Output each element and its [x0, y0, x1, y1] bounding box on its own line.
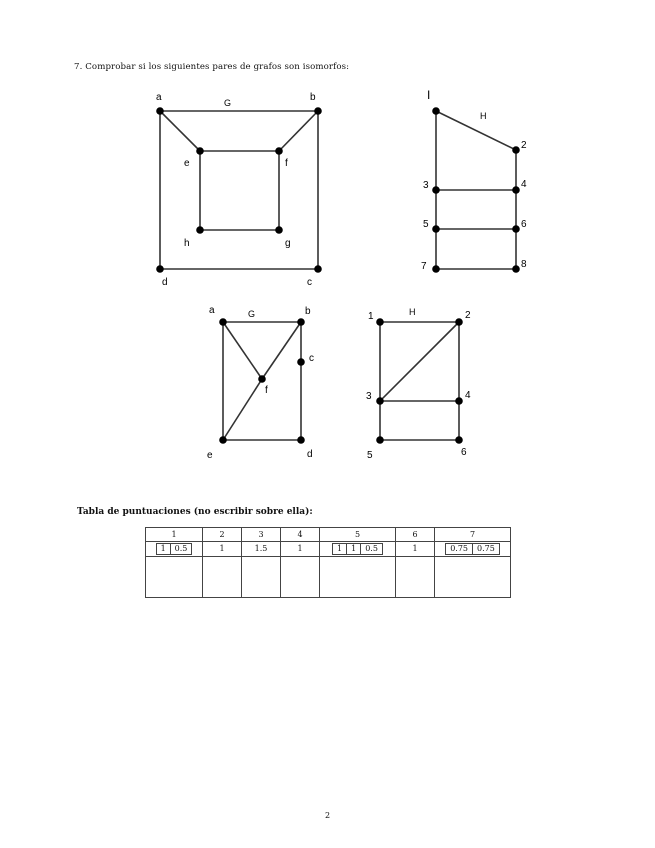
blank-cell [146, 557, 203, 598]
label-4: 4 [521, 179, 527, 190]
points-cell: 1 [203, 542, 242, 557]
page-number: 2 [324, 811, 331, 820]
label-c: c [309, 353, 314, 364]
points-cell [435, 542, 511, 557]
points-cell: 1.5 [242, 542, 281, 557]
vertex-h [196, 226, 204, 234]
label-2: 2 [521, 140, 527, 151]
score-table [145, 527, 511, 598]
graph-h-bottom [360, 300, 480, 465]
vertex-e [219, 436, 227, 444]
label-5: 5 [367, 450, 373, 461]
graph-name: G [224, 98, 232, 108]
blank-cell [281, 557, 320, 598]
vertex-b [314, 107, 322, 115]
label-1: 1 [368, 311, 374, 322]
vertex-8 [512, 265, 520, 273]
graph-name: H [409, 307, 416, 317]
vertex-c [314, 265, 322, 273]
label-8: 8 [521, 259, 527, 270]
points-cell: 1 [396, 542, 435, 557]
label-b: b [305, 306, 311, 317]
vertex-a [156, 107, 164, 115]
header-cell: 3 [242, 528, 281, 542]
label-2: 2 [465, 310, 471, 321]
label-b: b [310, 92, 316, 103]
label-g: g [285, 238, 291, 249]
vertex-f [258, 375, 266, 383]
score-table-points-row [146, 542, 511, 557]
vertex-b [297, 318, 305, 326]
points-boxes [332, 543, 383, 555]
header-cell: 4 [281, 528, 320, 542]
vertex-5 [376, 436, 384, 444]
score-table-blank-row [146, 557, 511, 598]
label-a: a [156, 92, 162, 103]
graph-h-top [415, 85, 535, 285]
label-1: I [427, 88, 431, 102]
graph-g-bottom [200, 300, 330, 465]
vertex-4 [455, 397, 463, 405]
label-6: 6 [521, 219, 527, 230]
points-value: 1 [332, 543, 347, 555]
vertex-1 [376, 318, 384, 326]
blank-cell [203, 557, 242, 598]
header-cell: 7 [435, 528, 511, 542]
header-cell: 1 [146, 528, 203, 542]
vertex-7 [432, 265, 440, 273]
label-f: f [265, 385, 268, 396]
vertex-4 [512, 186, 520, 194]
points-value: 1 [156, 543, 171, 555]
vertex-1 [432, 107, 440, 115]
blank-cell [242, 557, 281, 598]
label-d: d [162, 277, 168, 288]
blank-cell [435, 557, 511, 598]
vertex-5 [432, 225, 440, 233]
points-cell [146, 542, 203, 557]
label-6: 6 [461, 447, 467, 458]
problem-text: Comprobar si los siguientes pares de grafos son isomorfos: [85, 62, 350, 72]
problem-statement [74, 62, 349, 72]
vertex-d [297, 436, 305, 444]
vertex-2 [512, 146, 520, 154]
graph-name: G [248, 309, 256, 319]
problem-number: 7. [74, 62, 83, 72]
score-table-header-row [146, 528, 511, 542]
vertex-a [219, 318, 227, 326]
label-a: a [209, 305, 215, 316]
label-5: 5 [423, 219, 429, 230]
score-table-title: Tabla de puntuaciones (no escribir sobre ella): [77, 507, 313, 517]
points-value: 0.5 [171, 543, 193, 555]
vertex-6 [455, 436, 463, 444]
label-d: d [307, 449, 313, 460]
header-cell: 6 [396, 528, 435, 542]
points-value: 0.5 [361, 543, 383, 555]
points-value: 0.75 [445, 543, 473, 555]
vertex-f [275, 147, 283, 155]
vertex-d [156, 265, 164, 273]
vertex-c [297, 358, 305, 366]
points-cell [320, 542, 396, 557]
label-c: c [307, 277, 312, 288]
label-e: e [207, 450, 213, 461]
label-h: h [184, 238, 190, 249]
label-e: e [184, 158, 190, 169]
points-boxes [445, 543, 500, 555]
vertex-6 [512, 225, 520, 233]
vertex-3 [376, 397, 384, 405]
label-4: 4 [465, 390, 471, 401]
vertex-3 [432, 186, 440, 194]
label-3: 3 [366, 391, 372, 402]
label-7: 7 [421, 261, 427, 272]
vertex-2 [455, 318, 463, 326]
blank-cell [396, 557, 435, 598]
header-cell: 5 [320, 528, 396, 542]
blank-cell [320, 557, 396, 598]
points-boxes [156, 543, 193, 555]
points-cell: 1 [281, 542, 320, 557]
label-3: 3 [423, 180, 429, 191]
vertex-g [275, 226, 283, 234]
label-f: f [285, 158, 288, 169]
points-value: 1 [347, 543, 361, 555]
points-value: 0.75 [473, 543, 500, 555]
graph-g-top [145, 85, 335, 290]
header-cell: 2 [203, 528, 242, 542]
vertex-e [196, 147, 204, 155]
graph-name: H [480, 111, 487, 121]
